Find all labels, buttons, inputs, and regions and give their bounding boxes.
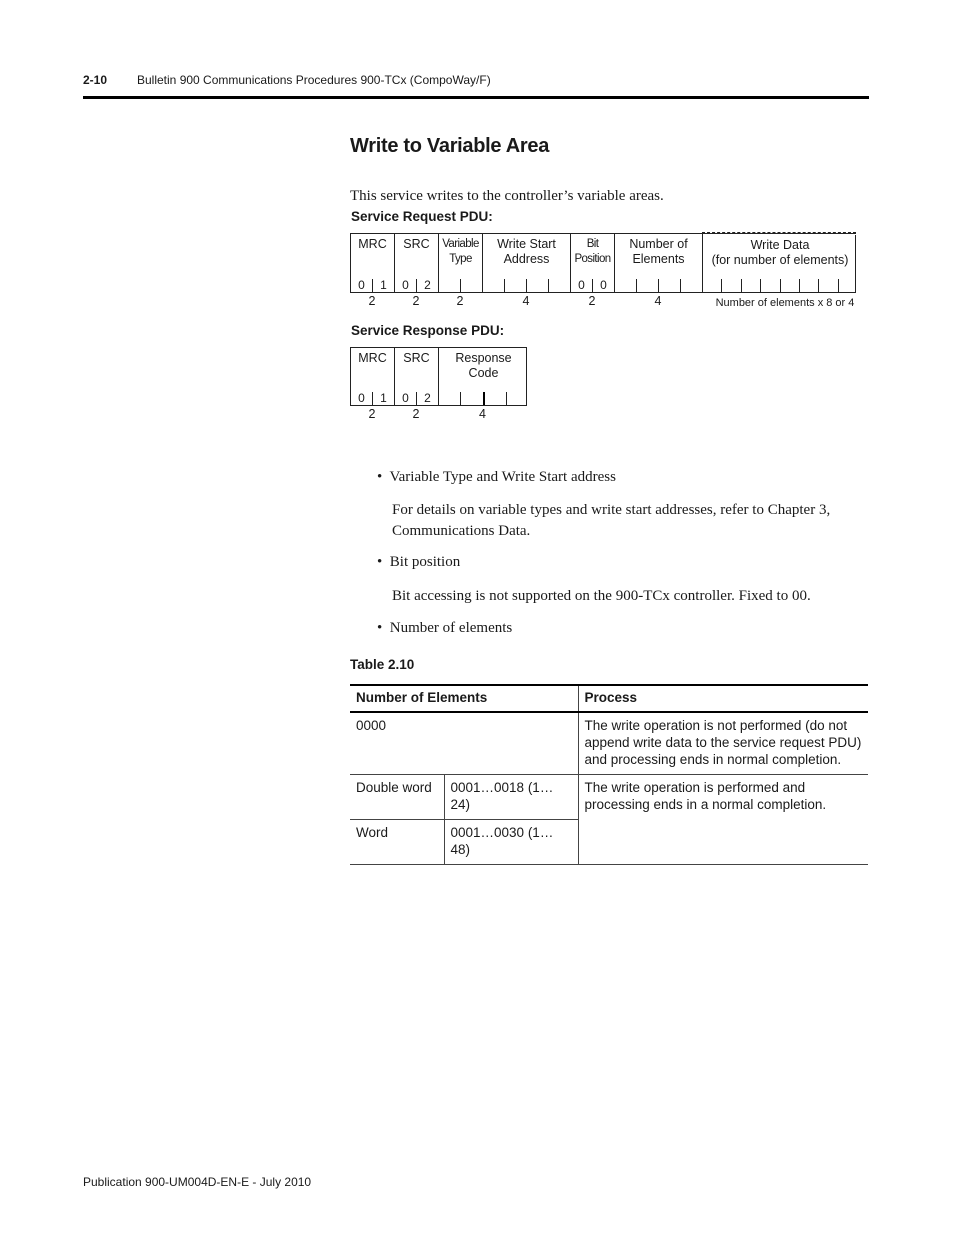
- response-pdu-byte-tick: [507, 392, 528, 405]
- bullet-item-1: • Variable Type and Write Start address: [377, 469, 616, 485]
- request-pdu-byte-ticks: [351, 279, 394, 292]
- request-pdu-field-label: Number of Elements: [629, 237, 688, 266]
- request-pdu-byte-tick: [461, 279, 482, 292]
- response-pdu-field-size: 2: [368, 407, 376, 421]
- bullet-body-2: Bit accessing is not supported on the 900-TCx controller. Fixed to 00.: [392, 588, 811, 604]
- response-pdu-field: [395, 348, 439, 405]
- response-pdu-byte-tick: 0: [395, 392, 417, 405]
- request-pdu-byte-ticks: [439, 279, 482, 292]
- response-pdu-box: [350, 347, 527, 406]
- response-pdu-byte-tick: 1: [380, 391, 387, 405]
- table-row: [350, 712, 868, 775]
- page-number: 2-10: [83, 73, 108, 87]
- request-pdu-field: [703, 234, 857, 292]
- bullet-title: Number of elements: [389, 620, 513, 636]
- request-pdu-byte-tick: [549, 279, 570, 292]
- request-pdu-byte-ticks: [615, 279, 702, 292]
- request-pdu-field-size: 2: [456, 294, 464, 308]
- request-pdu-byte-tick: [800, 279, 819, 292]
- request-pdu-byte-tick: [761, 279, 780, 292]
- request-pdu-field: [439, 234, 483, 292]
- request-pdu-field-size: 4: [522, 294, 530, 308]
- bullet-item-2: • Bit position: [377, 554, 461, 570]
- response-pdu-field-size: 4: [479, 407, 486, 421]
- request-pdu-field: [615, 234, 703, 292]
- type-cell: Double word: [350, 775, 444, 820]
- request-pdu-byte-tick: [483, 279, 505, 292]
- request-pdu-field: [351, 234, 395, 292]
- response-pdu-field: [351, 348, 395, 405]
- elements-cell: 0000: [350, 712, 578, 775]
- request-pdu-byte-ticks: [571, 279, 614, 292]
- response-pdu-field-label: Response Code: [455, 351, 512, 380]
- bullet-body-1: For details on variable types and write start addresses, refer to Chapter 3, Communications Data.: [392, 502, 831, 539]
- range-cell: 0001…0018 (1…24): [444, 775, 578, 820]
- section-title: Write to Variable Area: [350, 135, 550, 157]
- request-pdu-byte-tick: 0: [351, 279, 373, 292]
- response-pdu-label: Service Response PDU:: [351, 323, 505, 338]
- header-rule: [83, 96, 869, 99]
- request-pdu-byte-tick: [527, 279, 549, 292]
- column-header-elements: Number of Elements: [350, 685, 578, 712]
- request-pdu-field-size: Number of elements x 8 or 4: [715, 297, 855, 309]
- request-pdu-byte-tick: [637, 279, 659, 292]
- request-pdu-byte-ticks: [703, 279, 857, 292]
- request-pdu-field-label: MRC: [358, 237, 387, 251]
- request-pdu-field-label: SRC: [403, 237, 430, 251]
- bullet-title: Bit position: [389, 554, 461, 570]
- request-pdu-label: Service Request PDU:: [351, 209, 493, 224]
- intro-text: This service writes to the controller’s variable areas.: [350, 188, 664, 204]
- request-pdu-diagram: [350, 233, 856, 309]
- request-pdu-field: [483, 234, 571, 292]
- request-pdu-field-size: 2: [588, 294, 596, 308]
- request-pdu-byte-tick: 2: [424, 278, 431, 292]
- response-pdu-byte-ticks: [395, 392, 438, 405]
- request-pdu-byte-tick: [819, 279, 838, 292]
- response-pdu-byte-ticks: [351, 392, 394, 405]
- request-pdu-byte-tick: [839, 279, 857, 292]
- request-pdu-field-size: 2: [368, 294, 376, 308]
- type-cell: Word: [350, 820, 444, 865]
- request-pdu-byte-tick: [659, 279, 681, 292]
- running-title: Bulletin 900 Communications Procedures 900-TCx (CompoWay/F): [137, 73, 491, 87]
- request-pdu-byte-tick: [681, 279, 702, 292]
- request-pdu-byte-tick: 0: [395, 279, 417, 292]
- range-cell: 0001…0030 (1…48): [444, 820, 578, 865]
- response-pdu-field-label: MRC: [358, 351, 387, 365]
- request-pdu-field-size: 4: [654, 294, 662, 308]
- request-pdu-field: [571, 234, 615, 292]
- request-pdu-box: [350, 233, 856, 293]
- request-pdu-byte-ticks: [395, 279, 438, 292]
- response-pdu-byte-tick: 0: [351, 392, 373, 405]
- request-pdu-field-label: Write Data (for number of elements): [711, 238, 849, 267]
- response-pdu-byte-tick: [461, 392, 484, 405]
- request-pdu-variable-length-edge: [702, 232, 856, 233]
- process-cell: The write operation is performed and processing ends in a normal completion.: [578, 775, 868, 865]
- process-cell: The write operation is not performed (do not append write data to the service request PDU) and processing ends in normal completion.: [578, 712, 868, 775]
- request-pdu-byte-tick: [781, 279, 800, 292]
- response-pdu-byte-ticks: [439, 392, 528, 405]
- table-caption: Table 2.10: [350, 657, 415, 672]
- request-pdu-byte-tick: 0: [600, 278, 607, 292]
- request-pdu-byte-tick: [615, 279, 637, 292]
- bullet-title: Variable Type and Write Start address: [389, 469, 616, 485]
- response-pdu-field: [439, 348, 528, 405]
- request-pdu-byte-tick: 1: [380, 278, 387, 292]
- request-pdu-field-label: Bit Position: [574, 238, 611, 265]
- request-pdu-byte-tick: [703, 279, 722, 292]
- request-pdu-byte-tick: [505, 279, 527, 292]
- bullet-item-3: • Number of elements: [377, 620, 513, 636]
- publication-footer: Publication 900-UM004D-EN-E - July 2010: [83, 1175, 312, 1189]
- request-pdu-byte-tick: [742, 279, 761, 292]
- request-pdu-field-label: Variable Type: [442, 238, 479, 265]
- request-pdu-field-label: Write Start Address: [497, 237, 556, 266]
- table-row: [350, 775, 868, 820]
- response-pdu-field-label: SRC: [403, 351, 430, 365]
- request-pdu-byte-tick: 0: [571, 279, 593, 292]
- response-pdu-byte-tick: [485, 392, 507, 405]
- response-pdu-diagram: [350, 347, 527, 421]
- column-header-process: Process: [578, 685, 868, 712]
- table-header-row: [350, 685, 868, 712]
- response-pdu-byte-tick: 2: [424, 391, 431, 405]
- request-pdu-byte-tick: [722, 279, 741, 292]
- number-of-elements-table: [350, 684, 868, 865]
- request-pdu-byte-tick: [439, 279, 461, 292]
- request-pdu-field: [395, 234, 439, 292]
- request-pdu-byte-ticks: [483, 279, 570, 292]
- response-pdu-byte-tick: [439, 392, 461, 405]
- request-pdu-field-size: 2: [412, 294, 420, 308]
- response-pdu-field-size: 2: [412, 407, 420, 421]
